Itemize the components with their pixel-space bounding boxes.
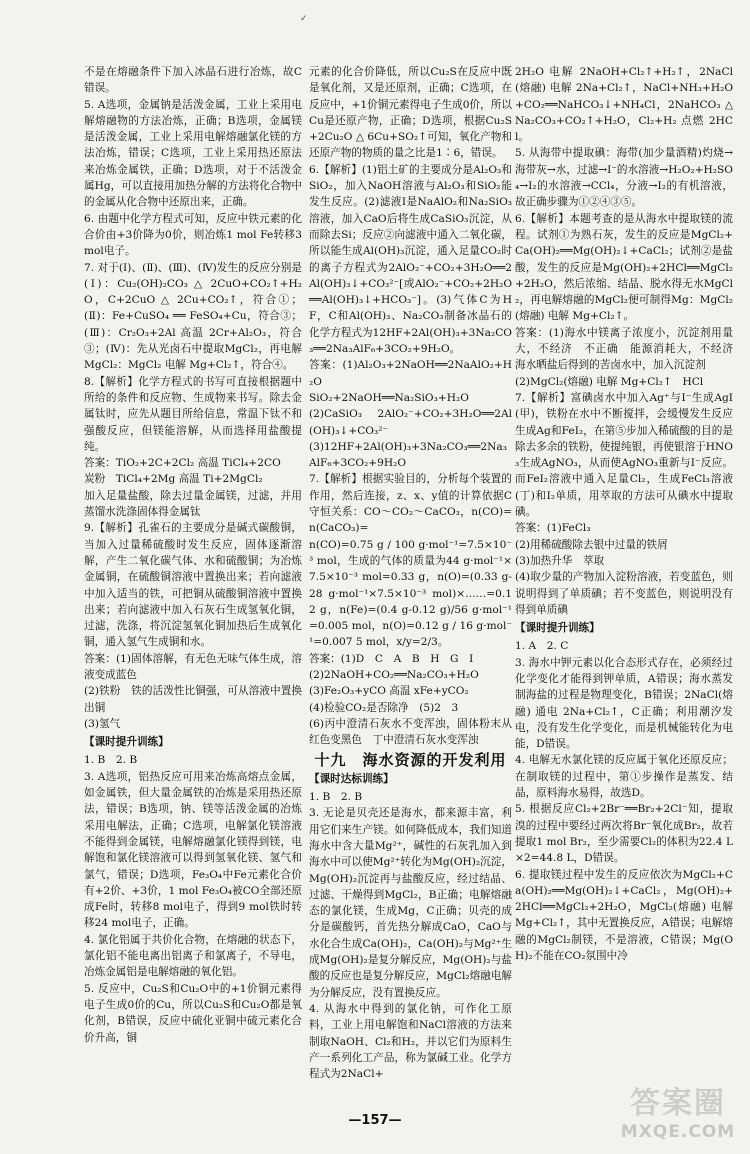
solution-paragraph: (4)检验CO₂是否除净 (5)2 3 xyxy=(309,701,459,714)
solution-paragraph: 5. 从海带中提取碘：海带(加少量酒精)灼烧→海带灰→水，过滤→I⁻的水溶液→H₂O₂+H₂SO₄→I₂的水溶液→CCl₄，分液→I₂的有机溶液，故正确步骤为①②④③⑤。 xyxy=(515,147,733,209)
solution-paragraph: SiO₂+2NaOH══Na₂SiO₃+H₂O xyxy=(309,391,469,404)
solution-paragraph: (3)氢气 xyxy=(84,717,121,730)
solution-paragraph: 3. 无论是贝壳还是海水，都来源丰富，利用它们来生产镁。如何降低成本，我们知道海水中含大量Mg²⁺，碱性的石灰乳加入到海水中可以使Mg²⁺转化为Mg(OH)₂沉淀，Mg(OH)₂沉淀再与盐酸反应，经过结晶、过滤、干燥得到MgCl₂，B正确；电解熔融态的氯化镁，生成Mg，C正确；贝壳的成分是碳酸钙，首先热分解成CaO，CaO与水化合生成Ca(OH)₂，Ca(OH)₂与Mg²⁺生成Mg(OH)₂是复分解反应，Mg(OH)₂与盐酸的反应也是复分解反应，MgCl₂熔融电解为分解反应，没有置换反应。 xyxy=(309,807,512,999)
solution-paragraph: n(CO)=0.75 g / 100 g·mol⁻¹=7.5×10⁻³ mol，生成的气体的质量为44 g·mol⁻¹×7.5×10⁻³ mol=0.33 g，n(O)=(0.33 g-28 g·mol⁻¹×7.5×10⁻³ mol)×……=0.12 g，n(Fe)=(0.4 g-0.12 g)/56 g·mol⁻¹=0.005 mol，n(O)=0.12 g / 16 g·mol⁻¹=0.007 5 mol，x/y=2/3。 xyxy=(309,538,512,649)
answer-paragraph: 答案：(1)海水中镁离子浓度小，沉淀剂用量大，不经济 不正确 能源消耗大，不经济 海水晒盐后得到的苦卤水中，加入沉淀剂 xyxy=(515,326,744,372)
solution-paragraph: 6. 由题中化学方程式可知，反应中铁元素的化合价由+3价降为0价，则冶炼1 mol Fe转移3 mol电子。 xyxy=(84,212,302,258)
solution-paragraph: 4. 氯化铝属于共价化合物，在熔融的状态下，氯化铝不能电离出铝离子和氯离子，不导电，冶炼金属铝是电解熔融的氧化铝。 xyxy=(84,933,302,979)
solution-paragraph: 5. 反应中，Cu₂S和Cu₂O中的+1价铜元素得电子生成0价的Cu，所以Cu₂S和Cu₂O都是氧化剂，B错误，反应中硫化亚铜中硫元素化合价升高，铜 xyxy=(84,982,302,1044)
solution-paragraph: (4)取少量的产物加入淀粉溶液，若变蓝色，则说明得到了单质碘；若不变蓝色，则说明没有得到单质碘 xyxy=(515,571,733,616)
solution-paragraph: (3)加热升华 萃取 xyxy=(515,554,605,567)
watermark-en-text: MXQE.COM xyxy=(620,1122,736,1142)
section-heading: 【课时提升训练】 xyxy=(84,736,169,749)
page-number: —157— xyxy=(348,1113,402,1128)
solution-paragraph: 1. B 2. B xyxy=(84,754,138,767)
column-right xyxy=(515,64,744,964)
solution-paragraph: (2)铁粉 铁的活泼性比铜强，可从溶液中置换出铜 xyxy=(84,685,302,714)
watermark-cn-text: 答案圈 xyxy=(630,1086,726,1121)
solution-paragraph: 加入足量盐酸，除去过量金属镁，过滤，并用蒸馏水洗涤固体得金属钛 xyxy=(84,489,302,519)
solution-paragraph: (6)丙中澄清石灰水不变浑浊，固体粉末从红色变黑色 丁中澄清石灰水变浑浊 xyxy=(309,717,512,747)
solution-paragraph: 2H₂O 电解 2NaOH+Cl₂↑+H₂↑，2NaCl(熔融) 电解 2Na+Cl₂↑，NaCl+NH₃+H₂O+CO₂══NaHCO₃↓+NH₄Cl，2NaHCO₃ △ Na₂CO₃+CO₂↑+H₂O，Cl₂+H₂ 点燃 2HCl。 xyxy=(515,66,733,144)
solution-paragraph: 7.【解析】根据实验目的，分析每个装置的作用，然后连接，z、x、y值的计算依据C守恒关系：CO～CO₂～CaCO₃，n(CO)=n(CaCO₃)= xyxy=(309,473,512,535)
solution-paragraph: 5. 根据反应Cl₂+2Br⁻══Br₂+2Cl⁻知，提取溴的过程中要经过两次将Br⁻氧化成Br₂，故若提取1 mol Br₂，至少需要Cl₂的体积为22.4 L×2=44.8 L，D错误。 xyxy=(515,803,733,865)
solution-paragraph: (2)用稀硫酸除去银中过量的铁屑 xyxy=(515,538,668,551)
solution-paragraph: (2)MgCl₂(熔融) 电解 Mg+Cl₂↑ HCl xyxy=(515,375,704,388)
solution-paragraph: 4. 从海水中得到的氯化钠，可作化工原料，工业上用电解饱和NaCl溶液的方法来制取NaOH、Cl₂和H₂，并以它们为原料生产一系列化工产品，称为氯碱工业。化学方程式为2NaCl+ xyxy=(309,1002,512,1081)
solution-paragraph: 炭粉 TiCl₄+2Mg 高温 Ti+2MgCl₂ xyxy=(84,473,263,486)
solution-paragraph: (2)2NaOH+CO₂══Na₂CO₃+H₂O xyxy=(309,668,479,681)
chapter-title: 十九 海水资源的开发利用 xyxy=(314,751,507,770)
solution-paragraph: 1. A 2. C xyxy=(515,640,569,653)
solution-paragraph: (3)12HF+2Al(OH)₃+3Na₂CO₃══2Na₃AlF₆+3CO₂+9H₂O xyxy=(309,440,507,470)
solution-paragraph: 6.【解析】本题考查的是从海水中提取镁的流程。试剂①为熟石灰，发生的反应是MgCl₂+Ca(OH)₂══Mg(OH)₂↓+CaCl₂；试剂②是盐酸，发生的反应是Mg(OH)₂+2HCl══MgCl₂+2H₂O，然后浓缩、结晶、脱水得无水MgCl₂，再电解熔融的MgCl₂便可制得Mg：MgCl₂(熔融) 电解 Mg+Cl₂↑。 xyxy=(515,212,733,323)
column-middle xyxy=(309,64,512,1082)
column-left xyxy=(84,64,302,1046)
top-mark: ✓ xyxy=(300,14,308,24)
solution-paragraph: 不是在熔融条件下加入冰晶石进行冶炼，故C错误。 xyxy=(84,66,302,95)
solution-paragraph: 7. 对于(Ⅰ)、(Ⅱ)、(Ⅲ)、(Ⅳ)发生的反应分别是(Ⅰ)：Cu₂(OH)₂CO₃ △ 2CuO+CO₂↑+H₂O，C+2CuO △ 2Cu+CO₂↑，符合①；(Ⅱ)：Fe+CuSO₄ ══ FeSO₄+Cu，符合③；(Ⅲ)：Cr₂O₃+2Al 高温 2Cr+Al₂O₃，符合③；(Ⅳ)：先从光卤石中提取MgCl₂，再电解MgCl₂：MgCl₂ 电解 Mg+Cl₂↑，符合④。 xyxy=(84,261,302,372)
solution-paragraph: 元素的化合价降低，所以Cu₂S在反应中既是氧化剂，又是还原剂，正确；C选项，在反应中，+1价铜元素得电子生成0价，所以Cu是还原产物，正确；D选项，根据Cu₂S+2Cu₂O △ 6Cu+SO₂↑可知，氧化产物和还原产物的物质的量之比是1∶6，错误。 xyxy=(309,66,512,160)
solution-paragraph: 6.【解析】(1)铝土矿的主要成分是Al₂O₃和SiO₂，加入NaOH溶液与Al₂O₃和SiO₂能发生反应。(2)滤液Ⅰ是NaAlO₂和Na₂SiO₃溶液，加入CaO后将生成CaSiO₃沉淀，从而除去Si；反应②向滤液中通入二氧化碳，所以能生成Al(OH)₃沉淀，通入足量CO₂时的离子方程式为2AlO₂⁻+CO₂+3H₂O══2Al(OH)₃↓+CO₃²⁻[或AlO₂⁻+CO₂+2H₂O══Al(OH)₃↓+HCO₃⁻]。(3)气体C为HF，C和Al(OH)₃、Na₂CO₃制备冰晶石的化学方程式为12HF+2Al(OH)₃+3Na₂CO₃══2Na₃AlF₆+3CO₂+9H₂O。 xyxy=(309,163,512,356)
solution-paragraph: (3)Fe₂O₃+yCO 高温 xFe+yCO₂ xyxy=(309,685,469,698)
solution-paragraph: 6. 提取镁过程中发生的反应依次为MgCl₂+Ca(OH)₂══Mg(OH)₂↓+CaCl₂，Mg(OH)₂+2HCl══MgCl₂+2H₂O，MgCl₂(熔融) 电解 Mg+Cl₂↑，其中无置换反应，A错误；电解熔融的MgCl₂制镁，不是溶液，C错误；Mg(OH)₂不能在CO₂氛围中冷 xyxy=(515,868,733,963)
solution-paragraph: 1. B 2. B xyxy=(309,791,363,804)
watermark-logo xyxy=(612,1078,744,1150)
solution-paragraph: 8.【解析】化学方程式的书写可直接根据题中所给的条件和反应物、生成物来书写。除去金属钛时，应先从题目所给信息，常温下钛不和强酸反应，但镁能溶解，从而选择用盐酸提纯。 xyxy=(84,375,302,453)
answer-paragraph: 答案：(1)Al₂O₃+2NaOH══2NaAlO₂+H₂O xyxy=(309,359,512,388)
answer-paragraph: 答案：(1)FeCl₃ xyxy=(515,522,591,535)
answer-paragraph: 答案：(1)固体溶解，有无色无味气体生成，溶液变成蓝色 xyxy=(84,652,302,681)
solution-paragraph: 5. A选项，金属钠是活泼金属，工业上采用电解熔融物的方法冶炼，正确；B选项，金属镁是活泼金属，工业上采用电解熔融氯化镁的方法冶炼，错误；C选项，工业上采用热还原法来冶炼金属铁，正确；D选项，对于不活泼金属Hg，可以直接用加热分解的方法将化合物中的金属从化合物中还原出来，正确。 xyxy=(84,98,302,209)
section-heading: 【课时达标训练】 xyxy=(309,772,394,785)
solution-paragraph: 9.【解析】孔雀石的主要成分是碱式碳酸铜，当加入过量稀硫酸时发生反应，固体逐渐溶解，产生二氧化碳气体、水和硫酸铜；为冶炼金属铜，在硫酸铜溶液中置换出来；若向滤液中加入适当的铁，可把铜从硫酸铜溶液中置换出来；若向滤液中加入石灰石生成氢氧化铜，过滤，洗涤，将沉淀氢氧化铜加热后生成氧化铜，通入氢气生成铜和水。 xyxy=(84,522,302,649)
answer-paragraph: 答案：TiO₂+2C+2Cl₂ 高温 TiCl₄+2CO xyxy=(84,457,281,470)
answer-paragraph: 答案：(1)D C A B H G I xyxy=(309,652,474,665)
solution-paragraph: 4. 电解无水氯化镁的反应属于氧化还原反应；在制取镁的过程中，第①步操作是蒸发、结晶，原料海水易得，故选D。 xyxy=(515,754,733,800)
section-heading: 【课时提升训练】 xyxy=(515,622,600,635)
solution-paragraph: (2)CaSiO₃ 2AlO₂⁻+CO₂+3H₂O══2Al(OH)₃↓+CO₃²⁻ xyxy=(309,408,512,437)
solution-paragraph: 7.【解析】富碘卤水中加入Ag⁺与I⁻生成AgI(甲)，铁粉在水中不断搅拌，会缓慢发生反应生成Ag和FeI₂，在第⑤步加入稀硫酸的目的是除去多余的铁粉，使提纯银，再使银溶于HNO₃生成AgNO₃，从而使AgNO₃重新与I⁻反应。而FeI₂溶液中通入足量Cl₂，生成FeCl₃溶液(丁)和I₂单质，用萃取的方法可从碘水中提取碘。 xyxy=(515,391,733,519)
solution-paragraph: 3. A选项，铝热反应可用来冶炼高熔点金属，如金属铁，但大量金属铁的冶炼是采用热还原法，错误；B选项，钠、镁等活泼金属的冶炼采用电解法，正确；C选项，电解氯化镁溶液不能得到金属镁，电解熔融氯化镁得到镁，电解饱和氯化镁溶液可以得到氢氧化镁、氢气和氯气，错误；D选项，Fe₃O₄中Fe元素化合价有+2价、+3价，1 mol Fe₃O₄被CO全部还原成Fe时，转移8 mol电子，得到9 mol铁时转移24 mol电子，正确。 xyxy=(84,770,302,930)
solution-paragraph: 3. 海水中钾元素以化合态形式存在，必须经过化学变化才能得到钾单质，A错误；海水蒸发制海盐的过程是物理变化，B错误；2NaCl(熔融) 通电 2Na+Cl₂↑，C正确；利用潮汐发电，没有发生化学变化，而是机械能转化为电能，D错误。 xyxy=(515,656,733,751)
